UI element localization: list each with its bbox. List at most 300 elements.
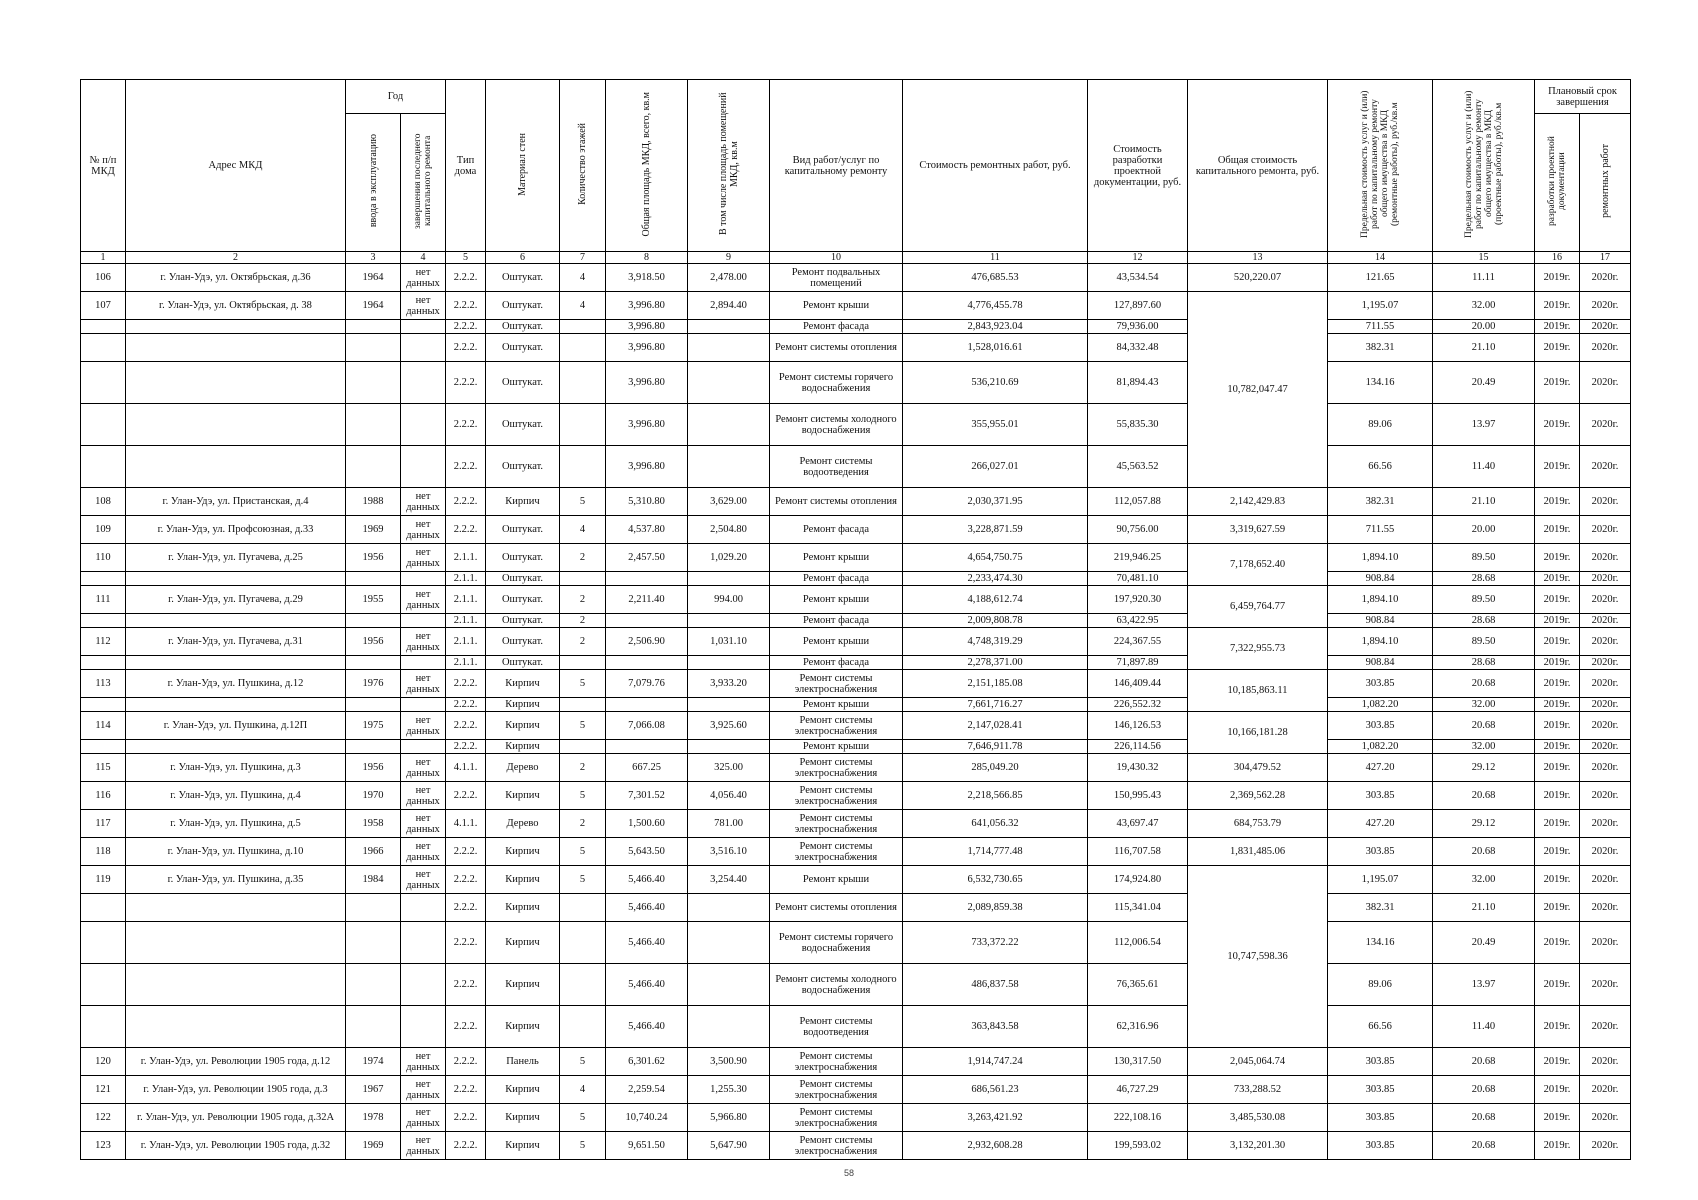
work-type-cell: Ремонт системы горячего водоснабжения — [770, 362, 903, 404]
floors-cell: 2 — [560, 628, 606, 656]
area-living-cell: 994.00 — [688, 586, 770, 614]
total-cost-cell: 520,220.07 — [1188, 264, 1328, 292]
repair-cost-cell: 1,528,016.61 — [903, 334, 1088, 362]
table-row — [81, 838, 1631, 866]
wall-material-cell: Дерево — [486, 754, 560, 782]
header-deadline-repair: ремонтных работ — [1580, 114, 1631, 252]
design-cost-cell: 226,552.32 — [1088, 698, 1188, 712]
year-built-cell: 1975 — [346, 712, 401, 740]
deadline-repair-cell: 2020г. — [1580, 1006, 1631, 1048]
design-cost-cell: 71,897.89 — [1088, 656, 1188, 670]
floors-cell: 2 — [560, 544, 606, 572]
table-row — [81, 334, 1631, 362]
header-area-total: Общая площадь МКД, всего, кв.м — [606, 80, 688, 252]
column-number: 12 — [1088, 252, 1188, 264]
year-repair-cell: нет данных — [401, 866, 446, 894]
floors-cell: 5 — [560, 1048, 606, 1076]
wall-material-cell: Оштукат. — [486, 320, 560, 334]
address-cell: г. Улан-Удэ, ул. Пушкина, д.10 — [126, 838, 346, 866]
year-repair-cell — [401, 362, 446, 404]
repair-cost-cell: 3,228,871.59 — [903, 516, 1088, 544]
floors-cell: 5 — [560, 712, 606, 740]
repair-cost-cell: 266,027.01 — [903, 446, 1088, 488]
year-repair-cell — [401, 572, 446, 586]
area-living-cell — [688, 740, 770, 754]
design-cost-cell: 46,727.29 — [1088, 1076, 1188, 1104]
floors-cell — [560, 894, 606, 922]
row-number — [81, 334, 126, 362]
year-repair-cell — [401, 656, 446, 670]
limit-repair-cell: 66.56 — [1328, 446, 1433, 488]
area-living-cell: 325.00 — [688, 754, 770, 782]
work-type-cell: Ремонт системы электроснабжения — [770, 1048, 903, 1076]
table-row — [81, 446, 1631, 488]
area-living-cell: 1,255.30 — [688, 1076, 770, 1104]
column-number: 15 — [1433, 252, 1535, 264]
total-cost-cell: 10,166,181.28 — [1188, 712, 1328, 754]
address-cell — [126, 740, 346, 754]
table-body — [81, 264, 1631, 1160]
deadline-design-cell: 2019г. — [1535, 334, 1580, 362]
year-repair-cell: нет данных — [401, 810, 446, 838]
column-number: 10 — [770, 252, 903, 264]
area-living-cell — [688, 446, 770, 488]
deadline-repair-cell: 2020г. — [1580, 782, 1631, 810]
address-cell: г. Улан-Удэ, ул. Октябрьская, д.36 — [126, 264, 346, 292]
deadline-repair-cell: 2020г. — [1580, 712, 1631, 740]
wall-material-cell: Кирпич — [486, 782, 560, 810]
house-type-cell: 2.2.2. — [446, 698, 486, 712]
house-type-cell: 2.1.1. — [446, 544, 486, 572]
table-row — [81, 516, 1631, 544]
work-type-cell: Ремонт системы отопления — [770, 488, 903, 516]
area-total-cell: 667.25 — [606, 754, 688, 782]
wall-material-cell: Оштукат. — [486, 586, 560, 614]
design-cost-cell: 130,317.50 — [1088, 1048, 1188, 1076]
year-built-cell — [346, 740, 401, 754]
deadline-repair-cell: 2020г. — [1580, 810, 1631, 838]
repair-program-table — [80, 79, 1631, 1160]
limit-design-cell: 20.68 — [1433, 1132, 1535, 1160]
house-type-cell: 4.1.1. — [446, 810, 486, 838]
column-number: 7 — [560, 252, 606, 264]
header-limit-design: Предельная стоимость услуг и (или) работ по капитальному ремонту общего имущества в МКД (проектные работы), руб./кв.м — [1433, 80, 1535, 252]
address-cell: г. Улан-Удэ, ул. Октябрьская, д. 38 — [126, 292, 346, 320]
design-cost-cell: 90,756.00 — [1088, 516, 1188, 544]
row-number — [81, 404, 126, 446]
area-total-cell — [606, 656, 688, 670]
address-cell — [126, 1006, 346, 1048]
total-cost-cell: 2,045,064.74 — [1188, 1048, 1328, 1076]
repair-cost-cell: 363,843.58 — [903, 1006, 1088, 1048]
house-type-cell: 2.2.2. — [446, 1006, 486, 1048]
area-total-cell: 5,466.40 — [606, 866, 688, 894]
row-number: 114 — [81, 712, 126, 740]
limit-repair-cell: 908.84 — [1328, 572, 1433, 586]
area-living-cell: 5,966.80 — [688, 1104, 770, 1132]
design-cost-cell: 43,697.47 — [1088, 810, 1188, 838]
year-built-cell: 1970 — [346, 782, 401, 810]
wall-material-cell: Кирпич — [486, 740, 560, 754]
work-type-cell: Ремонт крыши — [770, 628, 903, 656]
row-number: 113 — [81, 670, 126, 698]
work-type-cell: Ремонт подвальных помещений — [770, 264, 903, 292]
deadline-repair-cell: 2020г. — [1580, 754, 1631, 782]
wall-material-cell: Оштукат. — [486, 334, 560, 362]
address-cell: г. Улан-Удэ, ул. Пугачева, д.29 — [126, 586, 346, 614]
floors-cell — [560, 404, 606, 446]
design-cost-cell: 224,367.55 — [1088, 628, 1188, 656]
year-repair-cell — [401, 334, 446, 362]
year-repair-cell — [401, 922, 446, 964]
floors-cell: 4 — [560, 292, 606, 320]
work-type-cell: Ремонт системы водоотведения — [770, 446, 903, 488]
header-year-repair: завершения последнего капитального ремонта — [401, 114, 446, 252]
year-built-cell — [346, 404, 401, 446]
area-total-cell — [606, 740, 688, 754]
house-type-cell: 2.2.2. — [446, 516, 486, 544]
area-total-cell: 10,740.24 — [606, 1104, 688, 1132]
column-number: 16 — [1535, 252, 1580, 264]
year-repair-cell: нет данных — [401, 488, 446, 516]
deadline-design-cell: 2019г. — [1535, 362, 1580, 404]
design-cost-cell: 55,835.30 — [1088, 404, 1188, 446]
limit-repair-cell: 303.85 — [1328, 782, 1433, 810]
table-row — [81, 1076, 1631, 1104]
design-cost-cell: 219,946.25 — [1088, 544, 1188, 572]
floors-cell — [560, 922, 606, 964]
row-number: 117 — [81, 810, 126, 838]
year-built-cell — [346, 922, 401, 964]
year-built-cell: 1969 — [346, 516, 401, 544]
deadline-repair-cell: 2020г. — [1580, 1132, 1631, 1160]
table-row — [81, 586, 1631, 614]
floors-cell — [560, 1006, 606, 1048]
floors-cell — [560, 362, 606, 404]
design-cost-cell: 19,430.32 — [1088, 754, 1188, 782]
floors-cell — [560, 572, 606, 586]
limit-repair-cell: 427.20 — [1328, 754, 1433, 782]
repair-cost-cell: 1,714,777.48 — [903, 838, 1088, 866]
area-living-cell — [688, 656, 770, 670]
area-living-cell — [688, 1006, 770, 1048]
repair-cost-cell: 2,218,566.85 — [903, 782, 1088, 810]
area-living-cell — [688, 614, 770, 628]
year-built-cell: 1967 — [346, 1076, 401, 1104]
deadline-repair-cell: 2020г. — [1580, 544, 1631, 572]
area-living-cell: 1,029.20 — [688, 544, 770, 572]
area-total-cell: 5,466.40 — [606, 922, 688, 964]
table-row — [81, 320, 1631, 334]
header-num: № п/п МКД — [81, 80, 126, 252]
row-number — [81, 362, 126, 404]
repair-cost-cell: 285,049.20 — [903, 754, 1088, 782]
deadline-repair-cell: 2020г. — [1580, 656, 1631, 670]
repair-cost-cell: 2,233,474.30 — [903, 572, 1088, 586]
year-repair-cell: нет данных — [401, 782, 446, 810]
total-cost-cell: 304,479.52 — [1188, 754, 1328, 782]
year-repair-cell: нет данных — [401, 754, 446, 782]
total-cost-cell: 2,369,562.28 — [1188, 782, 1328, 810]
year-built-cell — [346, 362, 401, 404]
limit-design-cell: 20.68 — [1433, 1104, 1535, 1132]
address-cell — [126, 362, 346, 404]
limit-design-cell: 28.68 — [1433, 656, 1535, 670]
table-row — [81, 544, 1631, 572]
design-cost-cell: 62,316.96 — [1088, 1006, 1188, 1048]
total-cost-cell: 10,185,863.11 — [1188, 670, 1328, 712]
limit-design-cell: 32.00 — [1433, 740, 1535, 754]
header-address: Адрес МКД — [126, 80, 346, 252]
year-repair-cell — [401, 614, 446, 628]
house-type-cell: 2.2.2. — [446, 1104, 486, 1132]
table-row — [81, 782, 1631, 810]
design-cost-cell: 112,006.54 — [1088, 922, 1188, 964]
row-number: 119 — [81, 866, 126, 894]
wall-material-cell: Кирпич — [486, 838, 560, 866]
deadline-design-cell: 2019г. — [1535, 446, 1580, 488]
house-type-cell: 2.2.2. — [446, 264, 486, 292]
limit-repair-cell: 382.31 — [1328, 894, 1433, 922]
table-row — [81, 628, 1631, 656]
work-type-cell: Ремонт крыши — [770, 586, 903, 614]
year-repair-cell: нет данных — [401, 1132, 446, 1160]
deadline-design-cell: 2019г. — [1535, 782, 1580, 810]
floors-cell: 5 — [560, 782, 606, 810]
header-deadline-group: Плановый срок завершения — [1535, 80, 1631, 114]
deadline-design-cell: 2019г. — [1535, 516, 1580, 544]
work-type-cell: Ремонт фасада — [770, 614, 903, 628]
repair-cost-cell: 2,089,859.38 — [903, 894, 1088, 922]
column-number: 6 — [486, 252, 560, 264]
area-living-cell — [688, 320, 770, 334]
column-number: 17 — [1580, 252, 1631, 264]
limit-repair-cell: 303.85 — [1328, 712, 1433, 740]
design-cost-cell: 127,897.60 — [1088, 292, 1188, 320]
year-repair-cell: нет данных — [401, 1076, 446, 1104]
limit-repair-cell: 382.31 — [1328, 488, 1433, 516]
year-repair-cell — [401, 320, 446, 334]
address-cell: г. Улан-Удэ, ул. Революции 1905 года, д.32 — [126, 1132, 346, 1160]
header-work-type: Вид работ/услуг по капитальному ремонту — [770, 80, 903, 252]
repair-cost-cell: 4,776,455.78 — [903, 292, 1088, 320]
limit-repair-cell: 134.16 — [1328, 922, 1433, 964]
total-cost-cell: 6,459,764.77 — [1188, 586, 1328, 628]
house-type-cell: 2.2.2. — [446, 404, 486, 446]
work-type-cell: Ремонт системы отопления — [770, 894, 903, 922]
wall-material-cell: Оштукат. — [486, 292, 560, 320]
work-type-cell: Ремонт системы отопления — [770, 334, 903, 362]
row-number: 110 — [81, 544, 126, 572]
address-cell — [126, 446, 346, 488]
limit-design-cell: 20.68 — [1433, 712, 1535, 740]
work-type-cell: Ремонт крыши — [770, 866, 903, 894]
floors-cell — [560, 698, 606, 712]
table-row — [81, 740, 1631, 754]
limit-repair-cell: 711.55 — [1328, 516, 1433, 544]
limit-repair-cell: 303.85 — [1328, 1076, 1433, 1104]
deadline-repair-cell: 2020г. — [1580, 628, 1631, 656]
table-row — [81, 754, 1631, 782]
header-limit-repair: Предельная стоимость услуг и (или) работ по капитальному ремонту общего имущества в МКД (ремонтные работы), руб./кв.м — [1328, 80, 1433, 252]
design-cost-cell: 226,114.56 — [1088, 740, 1188, 754]
design-cost-cell: 150,995.43 — [1088, 782, 1188, 810]
header-cost-design: Стоимость разработки проектной документации, руб. — [1088, 80, 1188, 252]
repair-cost-cell: 4,748,319.29 — [903, 628, 1088, 656]
limit-design-cell: 11.11 — [1433, 264, 1535, 292]
wall-material-cell: Кирпич — [486, 866, 560, 894]
deadline-design-cell: 2019г. — [1535, 754, 1580, 782]
design-cost-cell: 45,563.52 — [1088, 446, 1188, 488]
deadline-repair-cell: 2020г. — [1580, 894, 1631, 922]
design-cost-cell: 79,936.00 — [1088, 320, 1188, 334]
deadline-repair-cell: 2020г. — [1580, 1048, 1631, 1076]
floors-cell: 2 — [560, 754, 606, 782]
row-number — [81, 572, 126, 586]
repair-cost-cell: 7,646,911.78 — [903, 740, 1088, 754]
deadline-design-cell: 2019г. — [1535, 712, 1580, 740]
repair-cost-cell: 2,147,028.41 — [903, 712, 1088, 740]
house-type-cell: 2.1.1. — [446, 656, 486, 670]
deadline-repair-cell: 2020г. — [1580, 292, 1631, 320]
total-cost-cell: 10,747,598.36 — [1188, 866, 1328, 1048]
total-cost-cell: 3,132,201.30 — [1188, 1132, 1328, 1160]
deadline-repair-cell: 2020г. — [1580, 670, 1631, 698]
limit-design-cell: 20.68 — [1433, 838, 1535, 866]
row-number — [81, 614, 126, 628]
year-built-cell — [346, 614, 401, 628]
area-living-cell — [688, 698, 770, 712]
limit-design-cell: 20.68 — [1433, 782, 1535, 810]
deadline-repair-cell: 2020г. — [1580, 964, 1631, 1006]
area-total-cell: 3,996.80 — [606, 334, 688, 362]
year-built-cell: 1964 — [346, 292, 401, 320]
house-type-cell: 2.2.2. — [446, 292, 486, 320]
wall-material-cell: Оштукат. — [486, 404, 560, 446]
house-type-cell: 2.2.2. — [446, 964, 486, 1006]
table-row — [81, 1104, 1631, 1132]
work-type-cell: Ремонт системы горячего водоснабжения — [770, 922, 903, 964]
column-number: 4 — [401, 252, 446, 264]
year-repair-cell: нет данных — [401, 586, 446, 614]
table-row — [81, 670, 1631, 698]
address-cell: г. Улан-Удэ, ул. Пушкина, д.12П — [126, 712, 346, 740]
repair-cost-cell: 4,654,750.75 — [903, 544, 1088, 572]
table-row — [81, 1048, 1631, 1076]
total-cost-cell: 3,485,530.08 — [1188, 1104, 1328, 1132]
area-living-cell: 3,500.90 — [688, 1048, 770, 1076]
work-type-cell: Ремонт системы электроснабжения — [770, 1104, 903, 1132]
address-cell: г. Улан-Удэ, ул. Пушкина, д.12 — [126, 670, 346, 698]
address-cell — [126, 572, 346, 586]
wall-material-cell: Кирпич — [486, 922, 560, 964]
area-total-cell: 3,918.50 — [606, 264, 688, 292]
work-type-cell: Ремонт системы электроснабжения — [770, 782, 903, 810]
deadline-design-cell: 2019г. — [1535, 670, 1580, 698]
house-type-cell: 2.1.1. — [446, 628, 486, 656]
row-number — [81, 320, 126, 334]
area-total-cell — [606, 698, 688, 712]
year-repair-cell — [401, 740, 446, 754]
repair-cost-cell: 1,914,747.24 — [903, 1048, 1088, 1076]
row-number: 118 — [81, 838, 126, 866]
limit-design-cell: 11.40 — [1433, 1006, 1535, 1048]
limit-design-cell: 13.97 — [1433, 964, 1535, 1006]
wall-material-cell: Оштукат. — [486, 362, 560, 404]
repair-cost-cell: 2,009,808.78 — [903, 614, 1088, 628]
design-cost-cell: 115,341.04 — [1088, 894, 1188, 922]
house-type-cell: 2.1.1. — [446, 614, 486, 628]
area-total-cell: 4,537.80 — [606, 516, 688, 544]
area-living-cell — [688, 894, 770, 922]
limit-design-cell: 32.00 — [1433, 866, 1535, 894]
row-number: 107 — [81, 292, 126, 320]
design-cost-cell: 146,409.44 — [1088, 670, 1188, 698]
row-number — [81, 964, 126, 1006]
row-number: 111 — [81, 586, 126, 614]
area-total-cell: 5,466.40 — [606, 894, 688, 922]
column-number: 8 — [606, 252, 688, 264]
table-row — [81, 292, 1631, 320]
year-repair-cell: нет данных — [401, 670, 446, 698]
address-cell: г. Улан-Удэ, ул. Революции 1905 года, д.12 — [126, 1048, 346, 1076]
address-cell: г. Улан-Удэ, ул. Революции 1905 года, д.3 — [126, 1076, 346, 1104]
table-row — [81, 572, 1631, 586]
header-cost-repair: Стоимость ремонтных работ, руб. — [903, 80, 1088, 252]
work-type-cell: Ремонт системы электроснабжения — [770, 754, 903, 782]
row-number — [81, 894, 126, 922]
limit-design-cell: 89.50 — [1433, 586, 1535, 614]
area-total-cell: 7,301.52 — [606, 782, 688, 810]
limit-repair-cell: 1,894.10 — [1328, 628, 1433, 656]
total-cost-cell: 3,319,627.59 — [1188, 516, 1328, 544]
header-area-living: В том числе площадь помещений МКД, кв.м — [688, 80, 770, 252]
limit-repair-cell: 1,082.20 — [1328, 698, 1433, 712]
wall-material-cell: Кирпич — [486, 1006, 560, 1048]
row-number — [81, 740, 126, 754]
table-row — [81, 1006, 1631, 1048]
area-total-cell: 2,259.54 — [606, 1076, 688, 1104]
deadline-design-cell: 2019г. — [1535, 1104, 1580, 1132]
page-number: 58 — [843, 1168, 854, 1178]
limit-design-cell: 11.40 — [1433, 446, 1535, 488]
area-total-cell: 9,651.50 — [606, 1132, 688, 1160]
deadline-design-cell: 2019г. — [1535, 320, 1580, 334]
limit-design-cell: 29.12 — [1433, 810, 1535, 838]
design-cost-cell: 222,108.16 — [1088, 1104, 1188, 1132]
deadline-design-cell: 2019г. — [1535, 1132, 1580, 1160]
limit-repair-cell: 89.06 — [1328, 964, 1433, 1006]
year-repair-cell — [401, 446, 446, 488]
design-cost-cell: 174,924.80 — [1088, 866, 1188, 894]
row-number — [81, 698, 126, 712]
area-total-cell: 5,310.80 — [606, 488, 688, 516]
work-type-cell: Ремонт фасада — [770, 320, 903, 334]
address-cell: г. Улан-Удэ, ул. Пугачева, д.25 — [126, 544, 346, 572]
area-living-cell: 2,478.00 — [688, 264, 770, 292]
header-year-group: Год — [346, 80, 446, 114]
repair-cost-cell: 486,837.58 — [903, 964, 1088, 1006]
table-row — [81, 1132, 1631, 1160]
house-type-cell: 2.2.2. — [446, 894, 486, 922]
deadline-design-cell: 2019г. — [1535, 572, 1580, 586]
row-number: 108 — [81, 488, 126, 516]
area-total-cell: 2,457.50 — [606, 544, 688, 572]
repair-cost-cell: 536,210.69 — [903, 362, 1088, 404]
column-number: 9 — [688, 252, 770, 264]
limit-repair-cell: 1,082.20 — [1328, 740, 1433, 754]
wall-material-cell: Оштукат. — [486, 656, 560, 670]
